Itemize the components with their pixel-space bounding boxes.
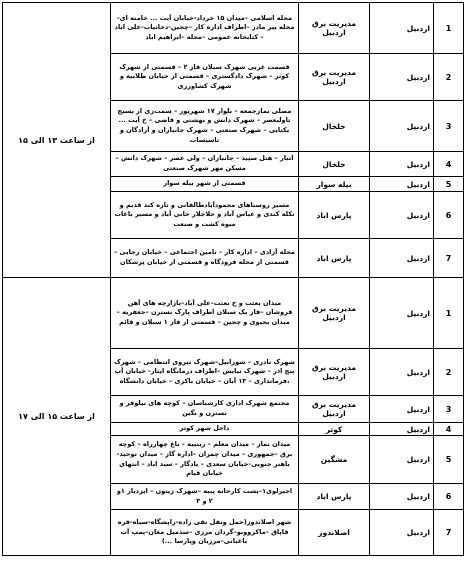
- location-text: داخل شهر کوثر: [179, 424, 230, 433]
- province-cell: اردبیل: [370, 192, 434, 239]
- location-cell: [111, 192, 299, 239]
- location-cell: [111, 239, 299, 278]
- location-text: قسمتی از شهر بیله سوار: [163, 179, 246, 188]
- province-cell: اردبیل: [370, 278, 434, 349]
- area-cell: مشگین: [299, 436, 370, 484]
- location-text: میدان بعثت و خ بعثت–علی آباد–بازارچه های آهن فروشان –فاز یک سبلان اطراف پارک نسترن –جعفریه – میدان یحیوی و چجین – قسمتی از فاز ۱ سبلان و قائم: [116, 298, 293, 326]
- location-text: محله اسلامی –میدان ۱۵ خرداد-خیابان آیت ... خامنه ای- محله پیر مادر –اطراف اداره کار –چجین-دخانیات-علی اباد – کتابخانه عمومی –محله –ابراهیم اباد: [114, 13, 295, 41]
- area-cell: خلخال: [299, 152, 370, 177]
- province-cell: اردبیل: [370, 510, 434, 556]
- row-number: 7: [434, 239, 464, 278]
- province-cell: اردبیل: [370, 484, 434, 510]
- province-cell: اردبیل: [370, 101, 434, 152]
- time-slot-cell: از ساعت ۱۳ الی ۱۵: [3, 3, 111, 278]
- province-cell: اردبیل: [370, 349, 434, 396]
- table-row: [3, 278, 464, 349]
- location-cell: [111, 177, 299, 192]
- row-number: 4: [434, 423, 464, 436]
- location-cell: [111, 101, 299, 152]
- location-cell: [111, 484, 299, 510]
- table-row: [3, 3, 464, 54]
- location-text: مسیر روستاهای محمودآبادطالقانی و تازه کند قدیم و تکله کندی و عباس آباد و حلاجلار خانی آباد و مسیر باغات میوه کشت و صنعت: [114, 200, 295, 228]
- area-cell: مدیریت برق اردبیل: [299, 278, 370, 349]
- province-cell: اردبیل: [370, 239, 434, 278]
- province-cell: اردبیل: [370, 436, 434, 484]
- row-number: 2: [434, 349, 464, 396]
- area-cell: پارس اباد: [299, 239, 370, 278]
- location-cell: [111, 54, 299, 101]
- time-slot-cell: از ساعت ۱۵ الی ۱۷: [3, 278, 111, 556]
- location-cell: [111, 349, 299, 396]
- row-number: 5: [434, 177, 464, 192]
- row-number: 4: [434, 152, 464, 177]
- area-cell: بیله سوار: [299, 177, 370, 192]
- location-text: قسمت غربی شهرک سبلان فاز ۲ – قسمتی از شهرک کوثر – شهرک دادگستری – قسمتی از خیابان طلابیه و شهرک کشاورزی: [119, 62, 290, 90]
- province-cell: اردبیل: [370, 396, 434, 423]
- province-cell: اردبیل: [370, 152, 434, 177]
- area-cell: کوثر: [299, 423, 370, 436]
- location-text: شهر اصلاندوز(حمل ونقل نقی زاده-زاپشگاه-سیاه-قره قاپاق –ماکرووبو–گردان مرزی –سدمیل مغان–پمپ آب باغبانی–مرزبان وپارسا ...): [117, 518, 292, 546]
- province-cell: اردبیل: [370, 423, 434, 436]
- row-number: 6: [434, 192, 464, 239]
- area-cell: پارس اباد: [299, 484, 370, 510]
- location-text: اجیرلوی۱–پشت کارخانه پنبه –شهرک زیتون – ایزدیار ۱و ۲ و ۳: [116, 486, 293, 505]
- row-number: 2: [434, 54, 464, 101]
- location-cell: [111, 3, 299, 54]
- row-number: 7: [434, 510, 464, 556]
- row-number: 1: [434, 278, 464, 349]
- outage-schedule-table: [2, 2, 464, 556]
- location-text: محله آزادی – اداره کار – تامین اجتماعی – خیابان رجایی – قسمتی از محله فرودگاه و قسمتی از خیابان پزشکان: [114, 248, 295, 266]
- location-text: انبار – هتل سپید – جانبازان – ولی عصر – شهرک دانش – مسکن مهر شهرک صنعتی: [115, 154, 294, 172]
- province-cell: اردبیل: [370, 54, 434, 101]
- area-cell: مدیریت برق اردبیل: [299, 3, 370, 54]
- area-cell: مدیریت برق اردبیل: [299, 396, 370, 423]
- province-cell: اردبیل: [370, 177, 434, 192]
- row-number: 3: [434, 396, 464, 423]
- location-text: مصلی نمازجمعه – بلوار ۱۷ شهریور – سمت‌زی از بسیج تاولیعصر – شهرک دانش و بهشتی و قاضی – خ آیت ... یکتایی – شهرک صنعتی – شهرک جانبازان و آزادگان و تاسیسات: [117, 106, 292, 144]
- location-cell: [111, 436, 299, 484]
- row-number: 1: [434, 3, 464, 54]
- area-cell: مدیریت برق اردبیل: [299, 349, 370, 396]
- row-number: 3: [434, 101, 464, 152]
- row-number: 6: [434, 484, 464, 510]
- location-text: شهرک نادری – شورابیل–شهرک نیروی انتظامی – شهرک پنج اذر – شهرک نیایش –اطراف درمانگاه ایثار- خیابان آب ،فرمانداری – ۱۳ آبان – خیابان باکری – خیابان دانشگاه: [114, 357, 295, 385]
- area-cell: اصلاندوز: [299, 510, 370, 556]
- location-cell: [111, 396, 299, 423]
- province-cell: اردبیل: [370, 3, 434, 54]
- location-cell: [111, 423, 299, 436]
- location-text: مجتمع شهرک اداری کارشناسان – کوچه های نیلوفر و نسترن و نگین: [119, 399, 290, 417]
- location-cell: [111, 510, 299, 556]
- location-text: میدان نماز – میدان معلم – زینبیه – باغ چهارراه – کوچه برق –جمهوری – میدان چمران –اداره گاز – میدان توحید- باهنر جنوبی-خیابان سعدی – یادگار – سید اباد – انتهای خیابان قیام: [116, 440, 293, 478]
- location-cell: [111, 152, 299, 177]
- location-cell: [111, 278, 299, 349]
- area-cell: مدیریت برق اردبیل: [299, 54, 370, 101]
- area-cell: خلخال: [299, 101, 370, 152]
- row-number: 5: [434, 436, 464, 484]
- area-cell: پارس اباد: [299, 192, 370, 239]
